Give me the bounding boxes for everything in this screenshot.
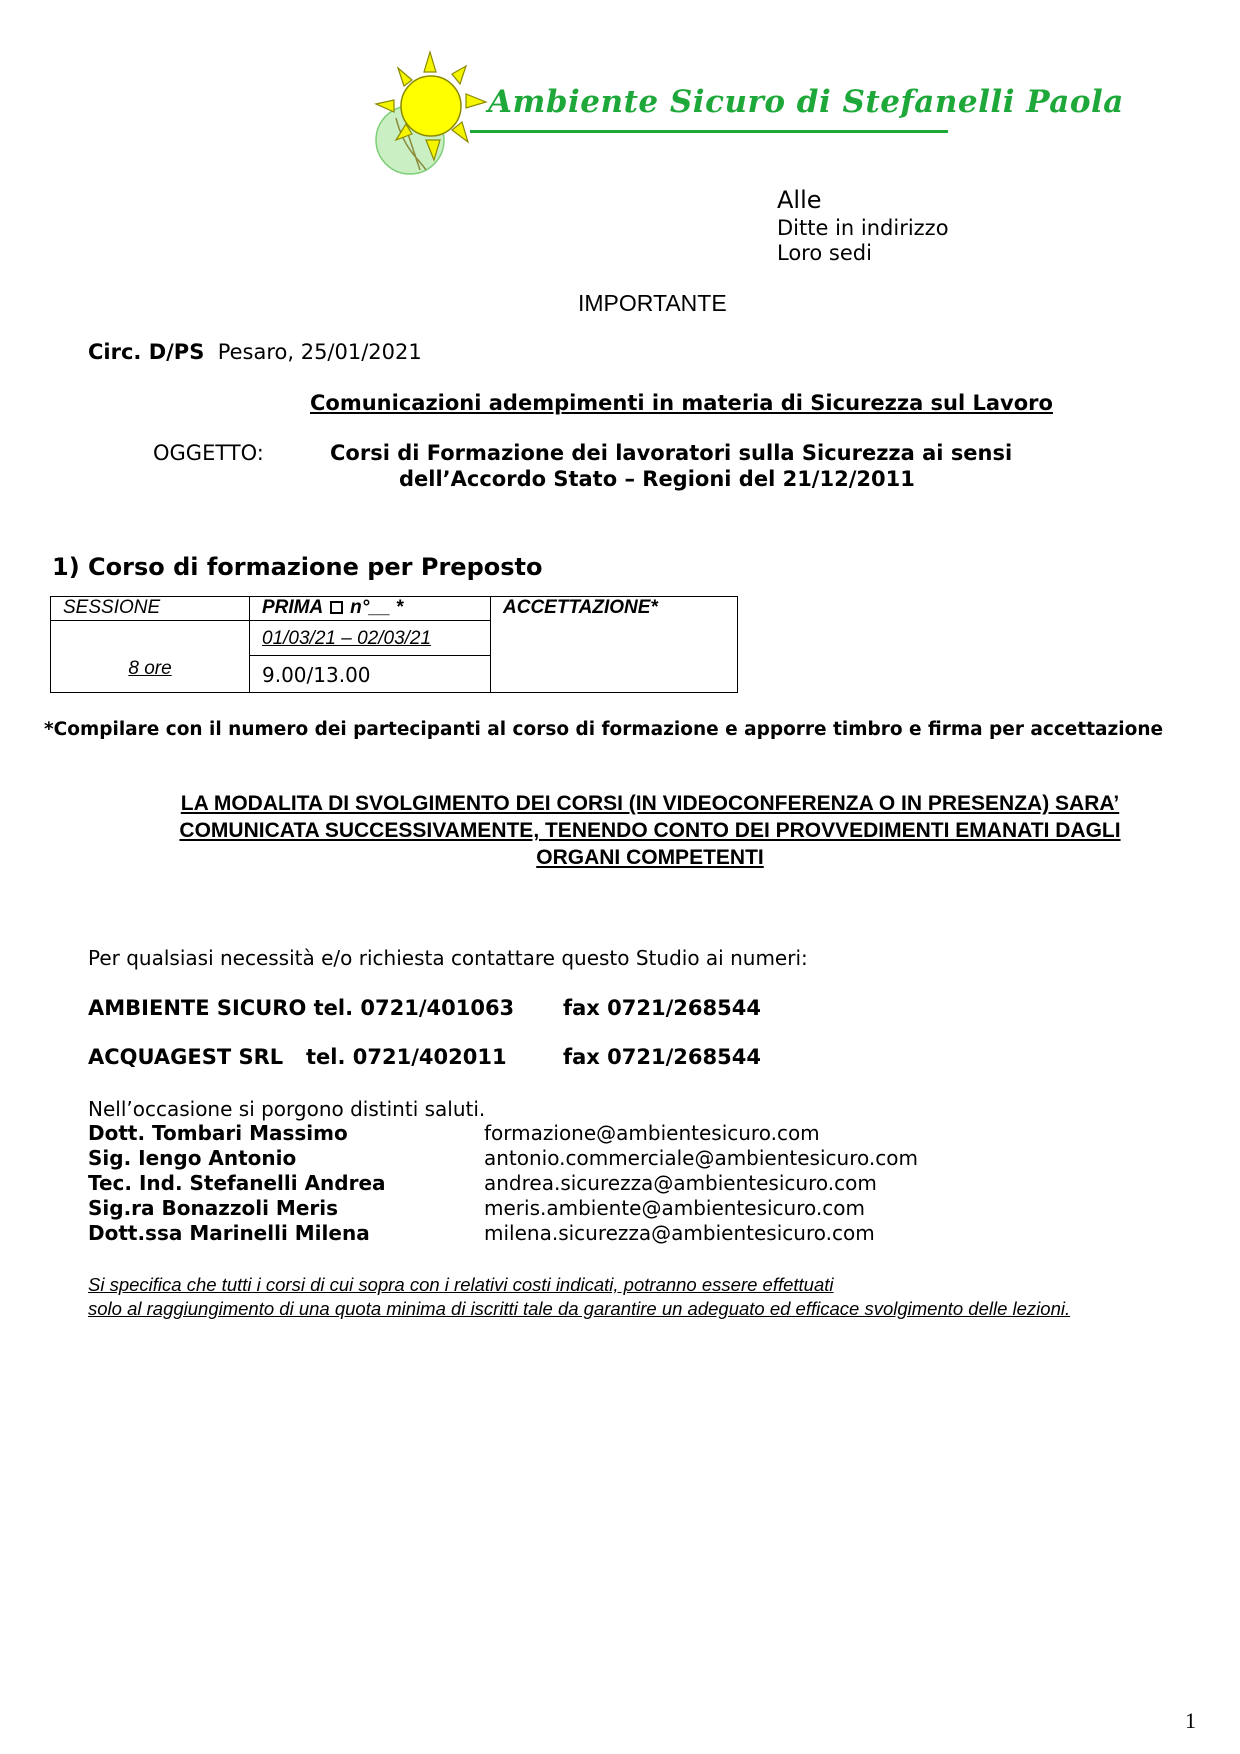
course-table [50, 596, 738, 693]
list-item [88, 1196, 918, 1221]
table-header-prima [250, 597, 491, 621]
subject-line-2: dell’Accordo Stato – Regioni del 21/12/2011 [399, 467, 915, 491]
subject-label: OGGETTO: [153, 441, 264, 465]
list-item [88, 1146, 918, 1171]
org1-fax: fax 0721/268544 [563, 996, 761, 1020]
notice-line-3: ORGANI COMPETENTI [536, 846, 764, 869]
org2-fax: fax 0721/268544 [563, 1045, 761, 1069]
staff-name: Tec. Ind. Stefanelli Andrea [88, 1171, 386, 1195]
disclaimer-line-2: solo al raggiungimento di una quota minima di iscritti tale da garantire un adeguato ed efficace svolgimento delle lezioni. [88, 1298, 1071, 1319]
org1-tel: tel. 0721/401063 [313, 996, 515, 1020]
table-cell-duration: 8 ore [51, 621, 250, 693]
org2-name: ACQUAGEST SRL [88, 1045, 284, 1069]
list-item [88, 1171, 918, 1196]
page-heading: IMPORTANTE [578, 290, 727, 316]
closing-greeting: Nell’occasione si porgono distinti saluti. [88, 1097, 486, 1121]
circular-place-date: Pesaro, 25/01/2021 [217, 340, 422, 364]
staff-name: Dott.ssa Marinelli Milena [88, 1221, 370, 1245]
org2-tel: tel. 0721/402011 [306, 1045, 507, 1069]
contacts-intro: Per qualsiasi necessità e/o richiesta contattare questo Studio ai numeri: [88, 946, 808, 970]
staff-list [88, 1121, 918, 1246]
table-footnote: *Compilare con il numero dei partecipanti al corso di formazione e apporre timbro e firma per accettazione [44, 719, 1164, 740]
contact-row-ambiente [88, 996, 761, 1020]
course-hours: 9.00/13.00 [262, 663, 371, 687]
course-dates: 01/03/21 – 02/03/21 [262, 628, 432, 649]
course-title: 1) Corso di formazione per Preposto [52, 553, 543, 581]
recipient-line-1: Alle [777, 186, 822, 214]
circular-code: Circ. D/PS [88, 340, 205, 364]
sun-leaf-logo [368, 50, 498, 180]
subject-line-1: Corsi di Formazione dei lavoratori sulla Sicurezza ai sensi [330, 441, 1013, 465]
table-header-acceptance: ACCETTAZIONE* [491, 597, 738, 693]
list-item [88, 1221, 918, 1246]
staff-email: milena.sicurezza@ambientesicuro.com [484, 1221, 875, 1245]
table-header-session: SESSIONE [51, 597, 250, 621]
circular-line [88, 340, 422, 364]
staff-email: andrea.sicurezza@ambientesicuro.com [484, 1171, 877, 1195]
recipient-line-2: Ditte in indirizzo [777, 216, 949, 240]
staff-name: Sig. Iengo Antonio [88, 1146, 297, 1170]
page-number: 1 [1185, 1708, 1196, 1733]
org1-name: AMBIENTE SICURO [88, 996, 307, 1020]
contact-row-acquagest [88, 1045, 761, 1069]
table-cell-dates [250, 621, 491, 693]
staff-email: formazione@ambientesicuro.com [484, 1121, 820, 1145]
disclaimer-line-1: Si specifica che tutti i corsi di cui sopra con i relativi costi indicati, potranno essere effettuati [88, 1274, 834, 1295]
notice-line-1: LA MODALITA DI SVOLGIMENTO DEI CORSI (IN VIDEOCONFERENZA O IN PRESENZA) SARA’ [180, 792, 1120, 815]
brand-underline [470, 130, 948, 133]
communication-title: Comunicazioni adempimenti in materia di Sicurezza sul Lavoro [310, 391, 1053, 415]
staff-email: antonio.commerciale@ambientesicuro.com [484, 1146, 918, 1170]
disclaimer [88, 1273, 1070, 1321]
modality-notice [130, 790, 1170, 871]
recipient-line-3: Loro sedi [777, 241, 872, 265]
prima-suffix: n°__ * [350, 597, 404, 618]
notice-line-2: COMUNICATA SUCCESSIVAMENTE, TENENDO CONTO DEI PROVVEDIMENTI EMANATI DAGLI [179, 819, 1121, 842]
brand-name: Ambiente Sicuro di Stefanelli Paola [488, 84, 1124, 120]
staff-email: meris.ambiente@ambientesicuro.com [484, 1196, 865, 1220]
prima-label: PRIMA [262, 597, 323, 618]
staff-name: Dott. Tombari Massimo [88, 1121, 348, 1145]
staff-name: Sig.ra Bonazzoli Meris [88, 1196, 338, 1220]
list-item [88, 1121, 918, 1146]
checkbox-icon [330, 601, 343, 614]
